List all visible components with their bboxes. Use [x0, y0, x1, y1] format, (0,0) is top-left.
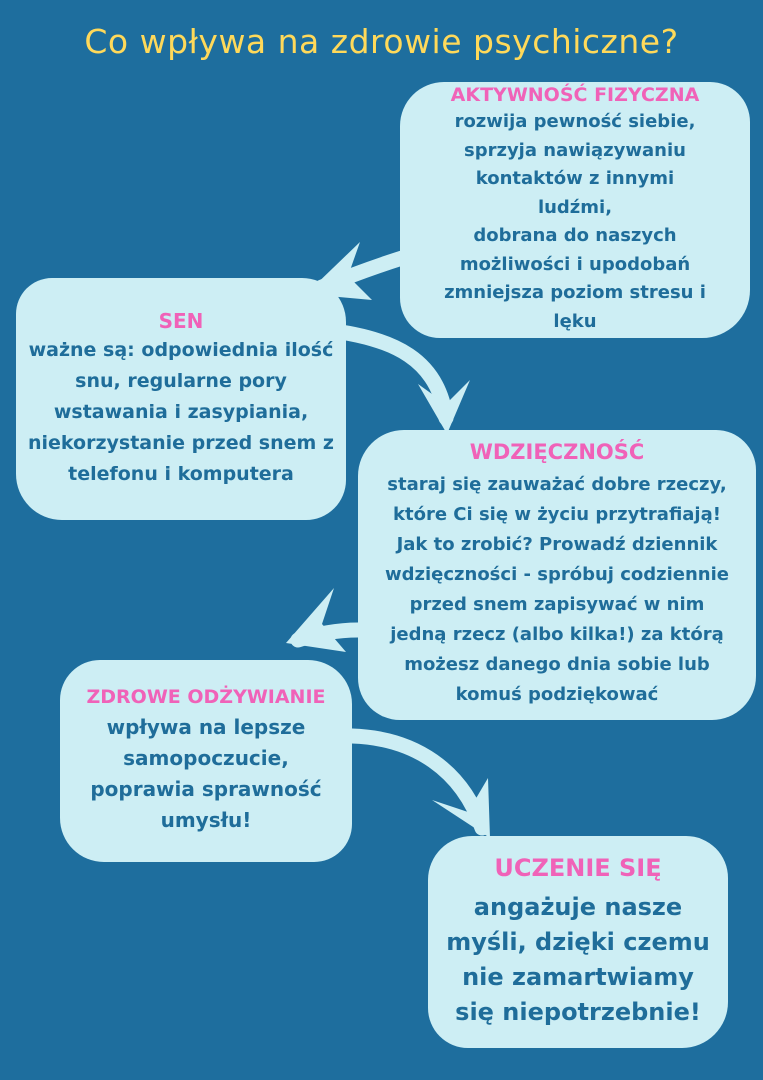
card-text	[446, 890, 710, 1030]
text-line: wstawania i zasypiania,	[53, 400, 309, 423]
card-heading: ZDROWE ODŻYWIANIE	[86, 686, 326, 708]
text-line: myśli, dzięki czemu	[446, 928, 710, 956]
text-line: możliwości i upodobań	[459, 253, 691, 275]
text-line: dobrana do naszych	[473, 225, 677, 246]
text-line: ludźmi,	[537, 196, 613, 218]
card-wdziecznosc	[358, 430, 756, 720]
text-line: jedną rzecz (albo kilka!) za którą	[390, 624, 724, 645]
card-text	[28, 335, 334, 490]
text-line: poprawia sprawność	[90, 777, 322, 801]
card-text	[385, 470, 729, 710]
text-line: zmniejsza poziom stresu i	[444, 282, 706, 303]
card-heading: SEN	[158, 308, 204, 333]
text-line: nie zamartwiamy	[462, 963, 694, 991]
card-text	[90, 712, 321, 836]
text-line: umysłu!	[160, 808, 252, 832]
text-line: ważne są: odpowiednia ilość	[28, 338, 334, 361]
card-uczenie-sie	[428, 836, 728, 1048]
text-line: sprzyja nawiązywaniu	[464, 139, 686, 161]
text-line: staraj się zauważać dobre rzeczy,	[387, 474, 727, 495]
text-line: komuś podziękować	[455, 684, 659, 705]
text-line: się niepotrzebnie!	[455, 998, 701, 1026]
text-line: rozwija pewność siebie,	[454, 111, 696, 132]
text-line: niekorzystanie przed snem z	[28, 431, 334, 454]
card-text	[444, 108, 706, 336]
text-line: angażuje nasze	[473, 893, 683, 921]
page-title: Co wpływa na zdrowie psychiczne?	[84, 22, 679, 61]
text-line: Jak to zrobić? Prowadź dziennik	[396, 534, 718, 555]
text-line: snu, regularne pory	[75, 369, 287, 392]
text-line: wdzięczności - spróbuj codziennie	[384, 564, 729, 585]
card-aktywnosc-fizyczna	[400, 82, 750, 338]
text-line: przed snem zapisywać w nim	[409, 594, 705, 615]
card-sen	[16, 278, 346, 520]
text-line: kontaktów z innymi	[475, 168, 675, 189]
card-heading: UCZENIE SIĘ	[494, 854, 662, 882]
card-heading: AKTYWNOŚĆ FIZYCZNA	[450, 84, 700, 106]
text-line: lęku	[553, 310, 597, 332]
text-line: samopoczucie,	[123, 746, 289, 770]
card-zdrowe-odzywianie	[60, 660, 352, 862]
card-heading: WDZIĘCZNOŚĆ	[469, 440, 645, 464]
text-line: wpływa na lepsze	[106, 715, 306, 739]
text-line: telefonu i komputera	[68, 462, 294, 485]
text-line: możesz danego dnia sobie lub	[404, 654, 710, 675]
text-line: które Ci się w życiu przytrafiają!	[393, 504, 721, 525]
arrowhead-zdrowe	[286, 588, 346, 652]
